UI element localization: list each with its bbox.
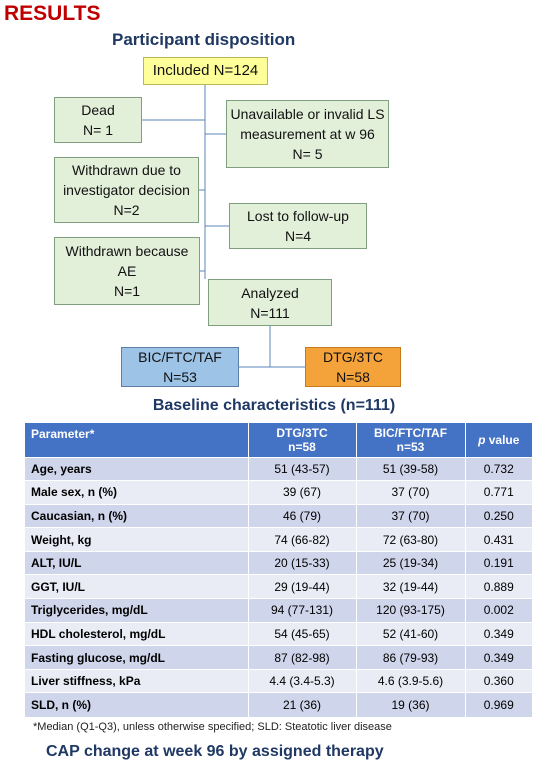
analyzed-box [208,279,332,326]
cell-dtg: 94 (77-131) [248,599,356,623]
cell-p-value: 0.771 [465,481,532,505]
withdrawn-ae-count: N=1 [113,283,141,299]
dead-count: N= 1 [83,122,113,138]
cell-parameter: HDL cholesterol, mg/dL [25,622,248,646]
dtg-arm-box [305,347,401,387]
withdrawn-investigator-line-2: investigator decision [63,182,190,198]
withdrawn-investigator-line-1: Withdrawn due to [72,162,181,178]
cell-bic: 120 (93-175) [356,599,465,623]
cell-bic: 51 (39-58) [356,457,465,481]
cell-p-value: 0.349 [465,646,532,670]
baseline-table [25,423,532,717]
cell-parameter: Weight, kg [25,528,248,552]
cell-dtg: 51 (43-57) [248,457,356,481]
analyzed-label: Analyzed [241,284,299,301]
table-row [25,528,532,552]
included-box [143,57,268,85]
table-title: Baseline characteristics (n=111) [152,397,396,414]
cell-p-value: 0.349 [465,622,532,646]
cap-change-title: CAP change at week 96 by assigned therapy [46,743,384,760]
table-row [25,504,532,528]
dtg-arm-label: DTG/3TC [323,349,383,365]
table-row [25,599,532,623]
table-row [25,481,532,505]
table-body [25,457,532,717]
analyzed-count: N=111 [250,304,290,321]
cell-parameter: Age, years [25,457,248,481]
cell-parameter: ALT, IU/L [25,551,248,575]
cell-bic: 37 (70) [356,504,465,528]
cell-bic: 86 (79-93) [356,646,465,670]
withdrawn-ae-line-2: AE [117,263,137,279]
withdrawn-ae-line-1: Withdrawn because [65,243,189,259]
table-row [25,646,532,670]
header-bic-n: n=53 [396,439,425,454]
cell-dtg: 29 (19-44) [248,575,356,599]
header-bic-name: BIC/FTC/TAF [373,425,448,440]
cell-bic: 32 (19-44) [356,575,465,599]
unavailable-count: N= 5 [292,146,323,162]
withdrawn-investigator-box [54,157,199,223]
cell-parameter: Liver stiffness, kPa [25,669,248,693]
header-dtg [248,423,356,457]
cell-p-value: 0.889 [465,575,532,599]
header-p-italic: p [478,432,486,447]
cell-dtg: 4.4 (3.4-5.3) [248,669,356,693]
lost-box [229,203,367,249]
dead-box [54,97,142,143]
results-heading: RESULTS [4,2,101,25]
lost-count: N=4 [284,228,312,244]
bic-arm-box [121,347,239,387]
cell-p-value: 0.250 [465,504,532,528]
table-row [25,457,532,481]
cell-parameter: Male sex, n (%) [25,481,248,505]
cell-parameter: GGT, IU/L [25,575,248,599]
cell-dtg: 39 (67) [248,481,356,505]
withdrawn-ae-box [54,237,200,305]
cell-p-value: 0.002 [465,599,532,623]
cell-dtg: 21 (36) [248,693,356,717]
flow-title: Participant disposition [112,30,296,49]
cell-parameter: Caucasian, n (%) [25,504,248,528]
cell-p-value: 0.969 [465,693,532,717]
cell-bic: 19 (36) [356,693,465,717]
header-p-value [465,423,532,457]
table-row [25,693,532,717]
bic-arm-label: BIC/FTC/TAF [138,349,222,365]
unavailable-line-1: Unavailable or invalid LS [230,106,385,122]
header-bic [356,423,465,457]
lost-label: Lost to follow-up [247,208,349,224]
included-text: Included N=124 [152,62,259,79]
cell-dtg: 46 (79) [248,504,356,528]
unavailable-line-2: measurement at w 96 [240,126,375,142]
cell-p-value: 0.360 [465,669,532,693]
unavailable-box [226,100,389,168]
cell-dtg: 20 (15-33) [248,551,356,575]
header-dtg-n: n=58 [288,439,316,454]
header-p-rest: value [485,432,520,447]
cell-dtg: 74 (66-82) [248,528,356,552]
cell-parameter: SLD, n (%) [25,693,248,717]
cell-bic: 37 (70) [356,481,465,505]
withdrawn-investigator-count: N=2 [113,202,140,218]
dtg-arm-count: N=58 [336,369,370,385]
cell-bic: 72 (63-80) [356,528,465,552]
header-dtg-name: DTG/3TC [276,425,328,440]
cell-p-value: 0.732 [465,457,532,481]
table-row [25,575,532,599]
cell-dtg: 87 (82-98) [248,646,356,670]
table-row [25,622,532,646]
table-header-row [25,423,532,457]
cell-bic: 25 (19-34) [356,551,465,575]
table-row [25,669,532,693]
table-row [25,551,532,575]
cell-p-value: 0.191 [465,551,532,575]
cell-bic: 4.6 (3.9-5.6) [356,669,465,693]
bic-arm-count: N=53 [163,369,197,385]
dead-label: Dead [81,102,115,118]
table-footnote: *Median (Q1-Q3), unless otherwise specified; SLD: Steatotic liver disease [33,721,392,733]
cell-bic: 52 (41-60) [356,622,465,646]
cell-parameter: Triglycerides, mg/dL [25,599,248,623]
cell-p-value: 0.431 [465,528,532,552]
cell-dtg: 54 (45-65) [248,622,356,646]
cell-parameter: Fasting glucose, mg/dL [25,646,248,670]
header-parameter: Parameter* [25,423,248,457]
